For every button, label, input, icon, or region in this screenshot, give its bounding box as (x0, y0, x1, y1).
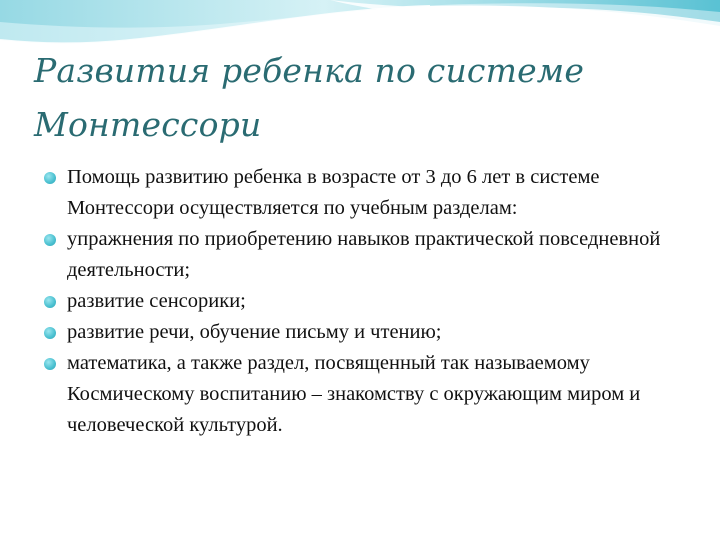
slide-title-line-2: Монтессори (34, 105, 262, 144)
round-bullet-icon (44, 172, 56, 184)
bullet-item (44, 317, 664, 348)
slide-title-line-1: Развития ребенка по системе (34, 51, 585, 90)
bullet-text: развитие сенсорики; (67, 290, 246, 312)
bullet-item (44, 348, 664, 441)
bullet-text: развитие речи, обучение письму и чтению; (67, 321, 442, 343)
round-bullet-icon (44, 327, 56, 339)
round-bullet-icon (44, 358, 56, 370)
slide-title (34, 44, 694, 152)
bullet-text: Помощь развитию ребенка в возрасте от 3 до 6 лет в системе Монтессори осуществляется по учебным разделам: (67, 166, 600, 219)
round-bullet-icon (44, 296, 56, 308)
round-bullet-icon (44, 234, 56, 246)
bullet-text: упражнения по приобретению навыков практической повседневной деятельности; (67, 228, 661, 281)
bullet-item (44, 162, 664, 224)
bullet-item (44, 286, 664, 317)
bullet-list (44, 162, 664, 441)
bullet-text: математика, а также раздел, посвященный так называемому Космическому воспитанию – знакомству с окружающим миром и человеческой культурой. (67, 352, 641, 436)
bullet-item (44, 224, 664, 286)
